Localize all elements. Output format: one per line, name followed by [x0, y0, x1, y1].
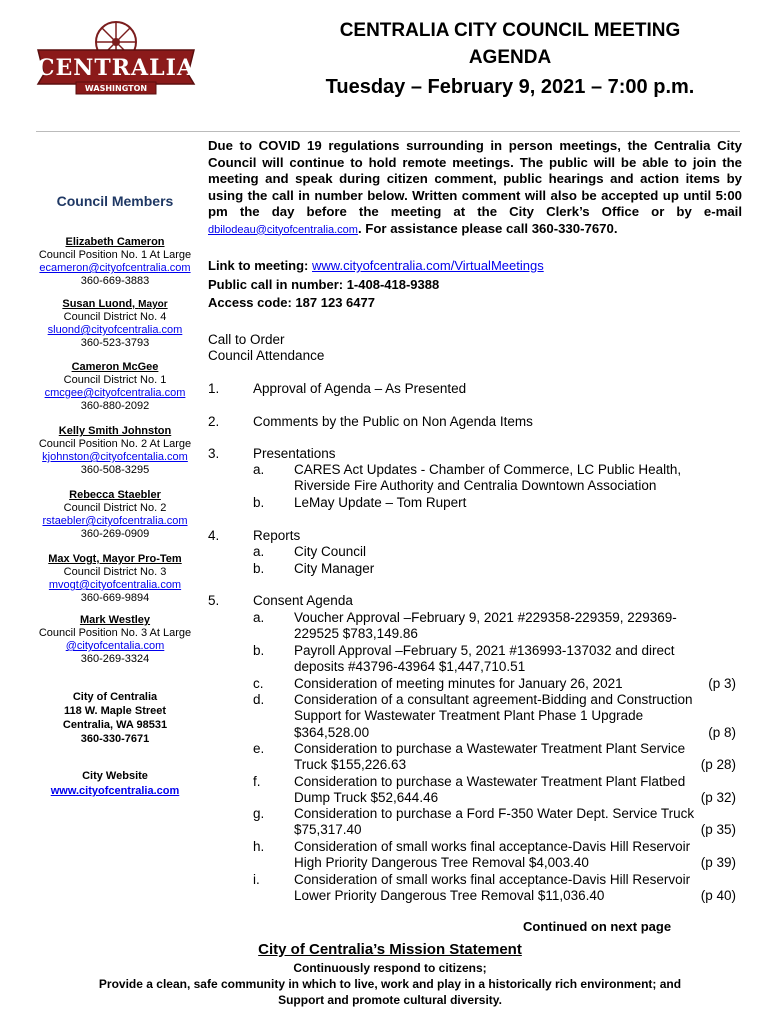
- item-letter: g.: [253, 806, 265, 821]
- member-phone: 360-523-3793: [80, 337, 150, 349]
- page-ref: (p 39): [700, 855, 736, 870]
- address-line: 360-330-7671: [80, 733, 150, 745]
- item-letter: a.: [253, 462, 265, 477]
- page-subtitle: AGENDA: [468, 47, 552, 68]
- member-email-link[interactable]: sluond@cityofcentralia.com: [47, 324, 183, 336]
- page-ref: (p 3): [708, 676, 736, 691]
- item-line: Consideration to purchase a Wastewater Treatment Plant Flatbed: [294, 774, 686, 789]
- member-phone: 360-269-0909: [80, 528, 150, 540]
- page-title: CENTRALIA CITY COUNCIL MEETING: [339, 20, 681, 41]
- member-name: Cameron McGee: [71, 361, 159, 373]
- member-phone: 360-669-3883: [80, 275, 150, 287]
- item-line: High Priority Dangerous Tree Removal $4,003.40: [294, 855, 589, 871]
- member-email-link[interactable]: ecameron@cityofcentralia.com: [39, 262, 191, 274]
- member-phone: 360-880-2092: [80, 400, 150, 412]
- notice-text: Due to COVID 19 regulations surrounding in person meetings, the Centralia City Council will continue to hold remote meetings. The public will be able to join the meeting and speak during citizen comment, public hearings and action items by using the call in number below. Written comment will also be accepted up until 5:00 pm the day before the meeting at the City Clerk’s Office or by e-mail: [208, 138, 742, 219]
- member-email-link[interactable]: cmcgee@cityofcentralia.com: [44, 387, 186, 399]
- council-member: [25, 614, 205, 666]
- item-line: Consideration to purchase a Ford F-350 Water Dept. Service Truck: [294, 806, 695, 821]
- page-ref: (p 28): [700, 757, 736, 772]
- website-label: City Website: [82, 770, 148, 782]
- member-name: Mark Westley: [79, 614, 151, 626]
- member-name: Susan Luond, Mayor: [62, 298, 168, 310]
- page-ref: (p 35): [700, 822, 736, 837]
- item-line: Riverside Fire Authority and Centralia Downtown Association: [294, 478, 657, 494]
- meeting-link-line: [208, 258, 742, 273]
- item-line: Lower Priority Dangerous Tree Removal $11,036.40: [294, 888, 605, 904]
- page-ref: (p 8): [708, 725, 736, 740]
- council-member: [25, 553, 205, 605]
- logo-subtext: WASHINGTON: [84, 84, 148, 93]
- item-letter: c.: [253, 676, 264, 691]
- member-email-link[interactable]: rstaebler@cityofcentralia.com: [42, 515, 188, 527]
- item-letter: b.: [253, 643, 265, 658]
- council-member: [25, 489, 205, 541]
- item-line: Consideration to purchase a Wastewater Treatment Plant Service: [294, 741, 686, 756]
- mission-line: Support and promote cultural diversity.: [278, 993, 502, 1007]
- link-label: Link to meeting:: [208, 258, 309, 273]
- address-line: 118 W. Maple Street: [63, 705, 167, 717]
- council-member: [25, 425, 205, 477]
- item-line: City Council: [294, 544, 367, 559]
- member-role: Council Position No. 3 At Large: [38, 627, 192, 639]
- item-letter: f.: [253, 774, 261, 789]
- member-role: Council District No. 3: [63, 566, 167, 578]
- member-email-link[interactable]: mvogt@cityofcentralia.com: [48, 579, 182, 591]
- item-line: LeMay Update – Tom Rupert: [294, 495, 467, 510]
- member-name: Rebecca Staebler: [69, 489, 161, 501]
- member-email-link[interactable]: kjohnston@cityofcentalia.com: [42, 451, 188, 463]
- member-role: Council District No. 2: [63, 502, 167, 514]
- notice-assistance: . For assistance please call 360-330-7670.: [357, 220, 618, 236]
- covid-notice: [208, 138, 742, 238]
- item-line: $364,528.00: [294, 724, 370, 740]
- website-link[interactable]: www.cityofcentralia.com: [50, 785, 180, 797]
- member-email-link[interactable]: @cityofcentalia.com: [65, 640, 165, 652]
- item-text: Approval of Agenda – As Presented: [253, 381, 467, 396]
- item-line: 229525 $783,149.86: [294, 626, 418, 642]
- item-line: Voucher Approval –February 9, 2021 #229358-229359, 229369-: [294, 610, 677, 625]
- member-role: Council Position No. 2 At Large: [38, 438, 192, 450]
- logo-text: CENTRALIA: [37, 55, 195, 81]
- item-text: Reports: [253, 528, 301, 543]
- member-role: Council District No. 4: [63, 311, 167, 323]
- item-letter: b.: [253, 561, 265, 576]
- address-line: Centralia, WA 98531: [62, 719, 168, 731]
- item-number: 1.: [208, 381, 220, 396]
- mission-line: Continuously respond to citizens;: [293, 961, 487, 975]
- item-line: deposits #43796-43964 $1,447,710.51: [294, 659, 526, 675]
- item-text: Comments by the Public on Non Agenda Items: [253, 414, 533, 429]
- member-phone: 360-269-3324: [80, 653, 150, 665]
- item-number: 4.: [208, 528, 220, 543]
- item-letter: a.: [253, 544, 265, 559]
- item-line: CARES Act Updates - Chamber of Commerce, LC Public Health,: [294, 462, 682, 477]
- call-to-order: Call to Order: [208, 332, 285, 347]
- item-line: Consideration of a consultant agreement-Bidding and Construction: [294, 692, 693, 707]
- page-ref: (p 32): [700, 790, 736, 805]
- item-number: 5.: [208, 593, 220, 608]
- item-line: Support for Wastewater Treatment Plant Phase 1 Upgrade: [294, 708, 644, 724]
- mission-title: City of Centralia’s Mission Statement: [258, 941, 522, 958]
- council-member: [25, 361, 205, 413]
- item-line: Consideration of small works final acceptance-Davis Hill Reservoir: [294, 839, 691, 854]
- member-name: Kelly Smith Johnston: [58, 425, 172, 437]
- council-members-heading: Council Members: [56, 193, 174, 209]
- member-phone: 360-669-9894: [80, 592, 150, 604]
- address-line: City of Centralia: [72, 691, 158, 703]
- item-text: Consent Agenda: [253, 593, 353, 608]
- call-in-number: Public call in number: 1-408-418-9388: [208, 277, 440, 292]
- header-divider: [36, 131, 740, 132]
- item-line: Payroll Approval –February 5, 2021 #136993-137032 and direct: [294, 643, 675, 658]
- item-number: 3.: [208, 446, 220, 461]
- council-attendance: Council Attendance: [208, 348, 325, 363]
- item-letter: e.: [253, 741, 265, 756]
- clerk-email-link[interactable]: dbilodeau@cityofcentralia.com: [208, 223, 358, 236]
- continued-note: Continued on next page: [523, 919, 672, 934]
- item-letter: d.: [253, 692, 265, 707]
- item-letter: b.: [253, 495, 265, 510]
- item-line: $75,317.40: [294, 822, 362, 838]
- member-role: Council District No. 1: [63, 374, 167, 386]
- mission-line: Provide a clean, safe community in which to live, work and play in a historically rich environment; and: [98, 977, 682, 991]
- item-line: Dump Truck $52,644.46: [294, 790, 439, 806]
- meeting-date: Tuesday – February 9, 2021 – 7:00 p.m.: [325, 76, 695, 98]
- virtual-meeting-link[interactable]: www.cityofcentralia.com/VirtualMeetings: [312, 258, 544, 273]
- centralia-logo: [36, 20, 196, 100]
- item-letter: a.: [253, 610, 265, 625]
- page-ref: (p 40): [700, 888, 736, 903]
- council-member: [25, 298, 205, 350]
- member-phone: 360-508-3295: [80, 464, 150, 476]
- member-name: Max Vogt, Mayor Pro-Tem: [48, 553, 182, 565]
- item-number: 2.: [208, 414, 220, 429]
- item-line: Truck $155,226.63: [294, 757, 407, 773]
- item-line: Consideration of meeting minutes for January 26, 2021: [294, 676, 623, 691]
- access-code: Access code: 187 123 6477: [208, 295, 375, 310]
- member-role: Council Position No. 1 At Large: [38, 249, 192, 261]
- council-member: [25, 236, 205, 288]
- item-text: Presentations: [253, 446, 336, 461]
- item-line: City Manager: [294, 561, 375, 576]
- item-letter: h.: [253, 839, 265, 854]
- city-address: [25, 690, 205, 746]
- item-line: Consideration of small works final acceptance-Davis Hill Reservoir: [294, 872, 691, 887]
- member-name: Elizabeth Cameron: [65, 236, 165, 248]
- item-letter: i.: [253, 872, 260, 887]
